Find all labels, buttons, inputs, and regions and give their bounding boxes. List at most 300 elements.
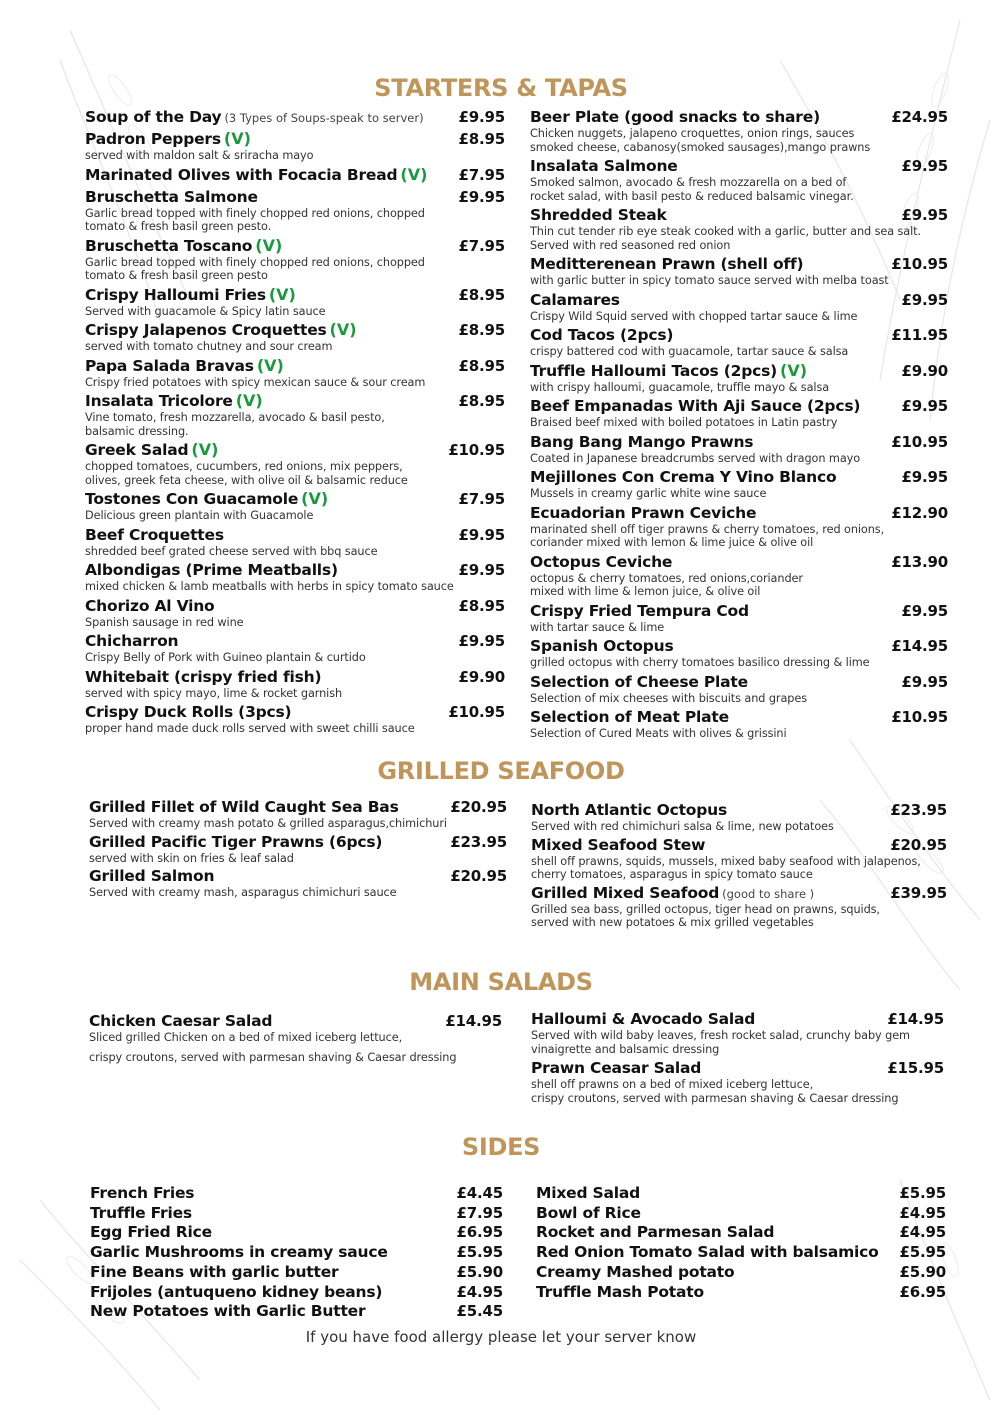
menu-item-title [89, 1011, 272, 1031]
menu-item-row [85, 285, 505, 305]
menu-item-title [530, 254, 803, 274]
menu-item-row [530, 205, 948, 225]
vegetarian-mark: (V) [301, 489, 329, 508]
dish-description: served with tomato chutney and sour cream [85, 340, 333, 353]
menu-item [531, 1058, 944, 1105]
dish-name: Grilled Pacific Tiger Prawns (6pcs) [89, 832, 383, 851]
menu-item-title [530, 503, 756, 523]
dish-description: grilled octopus with cherry tomatoes basilico dressing & lime [530, 656, 870, 669]
menu-item [530, 290, 948, 324]
dish-price: £20.95 [450, 798, 507, 816]
menu-item-row [85, 187, 505, 207]
dish-price: £7.95 [458, 490, 505, 508]
menu-item-row [531, 883, 947, 903]
grilled-right-column [531, 800, 947, 931]
sides-heading: SIDES [461, 1133, 541, 1161]
menu-item [85, 489, 505, 523]
dish-name: Shredded Steak [530, 206, 667, 224]
vegetarian-mark: (V) [191, 440, 219, 459]
menu-item-title [530, 672, 748, 692]
menu-item [531, 1009, 944, 1056]
dish-name: Calamares [530, 290, 620, 309]
menu-item [89, 797, 507, 831]
dish-name: Truffle Halloumi Tacos (2pcs) [530, 361, 778, 380]
dish-description: marinated shell off tiger prawns & cherry tomatoes, red onions, [530, 522, 885, 536]
menu-item-row [530, 601, 948, 621]
dish-price: £9.95 [458, 632, 505, 650]
dish-price: £8.95 [458, 321, 505, 339]
dish-price: £10.95 [891, 432, 948, 451]
dish-description: Chicken nuggets, jalapeno croquettes, onion rings, sauces [530, 127, 855, 140]
menu-item-title [530, 707, 729, 727]
menu-item-row [85, 489, 505, 509]
dish-description: Crispy Wild Squid served with chopped tartar sauce & lime [530, 309, 858, 323]
side-name: Mixed Salad [536, 1184, 641, 1202]
menu-item-row [530, 432, 948, 452]
menu-item [530, 636, 948, 670]
menu-item-row [530, 396, 948, 416]
menu-item [530, 552, 948, 599]
dish-description: Delicious green plantain with Guacamole [85, 509, 314, 522]
dish-description: Crispy Belly of Pork with Guineo plantain & curtido [85, 651, 366, 664]
dish-price: £12.90 [891, 503, 948, 522]
dish-price: £9.95 [901, 157, 948, 175]
dish-description: octopus & cherry tomatoes, red onions,coriander [530, 571, 803, 585]
dish-description: shell off prawns, squids, mussels, mixed baby seafood with jalapenos, [531, 854, 921, 868]
menu-item-row [530, 672, 948, 692]
side-price: £5.90 [456, 1262, 503, 1281]
menu-item [89, 832, 507, 866]
dish-name: Spanish Octopus [530, 637, 674, 655]
menu-item [85, 440, 505, 487]
menu-item-title [85, 165, 427, 185]
dish-price: £20.95 [890, 835, 947, 854]
dish-price: £8.95 [458, 596, 505, 615]
menu-item [530, 707, 948, 741]
menu-item-row [89, 866, 507, 886]
menu-item-row [85, 667, 505, 687]
dish-description: served with maldon salt & sriracha mayo [85, 149, 314, 162]
side-item [90, 1184, 503, 1204]
menu-item-row [531, 800, 947, 820]
dish-price: £15.95 [887, 1059, 944, 1077]
dish-description: Served with red chimichuri salsa & lime, new potatoes [531, 820, 834, 833]
dish-name: Halloumi & Avocado Salad [531, 1010, 756, 1028]
menu-item [89, 866, 507, 900]
main-salads-heading: MAIN SALADS [409, 968, 593, 996]
dish-price: £9.95 [458, 525, 505, 544]
dish-description: Sliced grilled Chicken on a bed of mixed iceberg lettuce, [89, 1031, 403, 1044]
menu-item [85, 560, 505, 594]
side-price: £6.95 [456, 1223, 503, 1242]
dish-description: Selection of mix cheeses with biscuits and grapes [530, 691, 807, 705]
dish-name: Greek Salad [85, 441, 189, 459]
dish-name: Ecuadorian Prawn Ceviche [530, 503, 757, 522]
menu-item-title [85, 236, 282, 256]
menu-item-title [85, 667, 321, 687]
side-name: Fine Beans with garlic butter [90, 1262, 339, 1281]
side-price: £5.45 [456, 1302, 503, 1321]
menu-item [85, 631, 505, 665]
side-item [90, 1302, 503, 1322]
dish-description: mixed chicken & lamb meatballs with herbs in spicy tomato sauce [85, 580, 454, 593]
salads-right-column [531, 1009, 944, 1107]
menu-item-row [531, 1058, 944, 1078]
dish-name: Selection of Meat Plate [530, 708, 729, 726]
menu-item [530, 361, 948, 395]
side-name: Garlic Mushrooms in creamy sauce [90, 1243, 388, 1262]
menu-item-title [85, 489, 328, 509]
menu-item-title [530, 205, 667, 225]
menu-item [530, 254, 948, 288]
menu-item-title [530, 601, 749, 621]
vegetarian-mark: (V) [256, 355, 284, 375]
menu-item [530, 205, 948, 252]
dish-price: £9.95 [901, 468, 948, 486]
menu-item-row [531, 1009, 944, 1029]
menu-item [530, 601, 948, 635]
dish-price: £10.95 [448, 703, 505, 721]
side-item [536, 1283, 946, 1303]
menu-item-title [89, 832, 382, 852]
salads-left-column [89, 1011, 502, 1064]
menu-item-row [85, 560, 505, 580]
side-name: New Potatoes with Garlic Butter [90, 1302, 366, 1321]
starters-left-column [85, 107, 505, 738]
dish-description: served with skin on fries & leaf salad [89, 851, 294, 865]
menu-item-row [530, 361, 948, 381]
menu-item-row [530, 467, 948, 487]
dish-name: Prawn Ceasar Salad [531, 1059, 702, 1077]
menu-item-title [89, 797, 399, 817]
grilled-seafood-heading: GRILLED SEAFOOD [377, 757, 625, 785]
dish-price: £7.95 [458, 165, 505, 184]
dish-price: £14.95 [891, 637, 948, 655]
side-price: £5.95 [899, 1184, 946, 1202]
dish-price: £9.95 [901, 206, 948, 224]
side-name: Frijoles (antuqueno kidney beans) [90, 1282, 383, 1301]
menu-item-row [85, 631, 505, 651]
menu-item-title [89, 866, 214, 886]
menu-item-row [530, 107, 948, 127]
dish-price: £9.95 [458, 561, 505, 579]
side-item [536, 1223, 946, 1243]
dish-price: £9.95 [458, 187, 505, 206]
menu-item [530, 467, 948, 501]
dish-name: Padron Peppers [85, 130, 221, 148]
menu-item-title [85, 702, 291, 722]
dish-price: £9.95 [901, 397, 948, 415]
vegetarian-mark: (V) [268, 284, 296, 304]
menu-item-title [530, 290, 620, 310]
menu-item [530, 672, 948, 706]
dish-price: £8.95 [458, 392, 505, 410]
menu-item-title [85, 596, 215, 616]
menu-item [85, 107, 505, 127]
menu-item-title [85, 440, 218, 460]
dish-description: Selection of Cured Meats with olives & grissini [530, 727, 787, 740]
vegetarian-mark: (V) [255, 235, 283, 255]
menu-item-title [85, 320, 357, 340]
side-price: £4.95 [456, 1282, 503, 1301]
menu-item-row [89, 797, 507, 817]
dish-description: with garlic butter in spicy tomato sauce served with melba toast [530, 274, 889, 287]
side-name: Creamy Mashed potato [536, 1262, 735, 1281]
dish-description: vinaigrette and balsamic dressing [531, 1042, 720, 1056]
dish-price: £7.95 [458, 236, 505, 255]
vegetarian-mark: (V) [235, 391, 263, 410]
dish-name: Grilled Fillet of Wild Caught Sea Bas [89, 798, 399, 816]
menu-item-row [85, 236, 505, 256]
dish-name: Whitebait (crispy fried fish) [85, 667, 322, 686]
menu-item-row [530, 503, 948, 523]
menu-item-title [85, 631, 178, 651]
dish-name: Bang Bang Mango Prawns [530, 432, 754, 451]
dish-price: £10.95 [891, 708, 948, 726]
side-name: Red Onion Tomato Salad with balsamico [536, 1243, 879, 1262]
dish-note: (good to share ) [722, 886, 815, 901]
menu-item-title [530, 396, 860, 416]
menu-item-row [530, 636, 948, 656]
side-price: £6.95 [899, 1282, 946, 1301]
menu-item-row [530, 325, 948, 345]
menu-item-row [89, 1011, 502, 1031]
dish-price: £20.95 [450, 867, 507, 885]
side-price: £4.95 [899, 1203, 946, 1222]
side-price: £4.45 [456, 1184, 503, 1202]
menu-item-row [530, 707, 948, 727]
dish-price: £9.90 [901, 361, 948, 380]
dish-price: £11.95 [891, 326, 948, 344]
menu-item [85, 236, 505, 283]
menu-item-title [85, 107, 424, 127]
dish-description: tomato & fresh basil green pesto [85, 269, 268, 282]
side-name: Egg Fried Rice [90, 1223, 212, 1242]
dish-price: £8.95 [458, 356, 505, 375]
side-price: £5.90 [899, 1262, 946, 1281]
menu-item-row [85, 525, 505, 545]
dish-price: £23.95 [450, 832, 507, 851]
menu-item-title [531, 800, 727, 820]
menu-item [85, 285, 505, 319]
menu-item [85, 320, 505, 354]
menu-item-title [531, 835, 705, 855]
dish-description: Garlic bread topped with finely chopped red onions, chopped [85, 206, 425, 220]
menu-item-title [85, 525, 224, 545]
menu-item-row [85, 391, 505, 411]
menu-item-title [531, 1058, 701, 1078]
side-item [90, 1204, 503, 1224]
dish-description: smoked cheese, cabanosy(smoked sausages),mango prawns [530, 140, 871, 154]
dish-description: crispy croutons, served with parmesan shaving & Caesar dressing [89, 1050, 457, 1064]
dish-description: served with new potatoes & mix grilled vegetables [531, 916, 814, 929]
dish-description: olives, greek feta cheese, with olive oil & balsamic reduce [85, 473, 408, 487]
dish-price: £9.95 [458, 108, 505, 126]
menu-item-title [530, 636, 674, 656]
menu-item-title [530, 156, 678, 176]
dish-price: £10.95 [448, 441, 505, 459]
dish-name: Marinated Olives with Focacia Bread [85, 165, 398, 184]
menu-item-row [89, 832, 507, 852]
dish-description: crispy croutons, served with parmesan shaving & Caesar dressing [531, 1091, 899, 1105]
side-item [536, 1263, 946, 1283]
dish-price: £10.95 [891, 255, 948, 273]
dish-description: with crispy halloumi, guacamole, truffle mayo & salsa [530, 380, 830, 394]
dish-name: Soup of the Day [85, 108, 222, 126]
side-name: Rocket and Parmesan Salad [536, 1223, 775, 1242]
side-name: French Fries [90, 1184, 195, 1202]
menu-item-row [85, 165, 505, 185]
dish-name: Octopus Ceviche [530, 552, 673, 571]
side-name: Truffle Fries [90, 1203, 192, 1222]
dish-price: £9.95 [901, 601, 948, 620]
dish-description: Served with guacamole & Spicy latin sauce [85, 304, 326, 318]
dish-name: North Atlantic Octopus [531, 801, 728, 819]
menu-item-row [85, 356, 505, 376]
dish-name: Chicken Caesar Salad [89, 1012, 273, 1030]
menu-item-row [85, 107, 505, 127]
allergy-note: If you have food allergy please let your server know [305, 1328, 697, 1346]
vegetarian-mark: (V) [223, 129, 251, 148]
side-item [90, 1263, 503, 1283]
dish-description: Served with creamy mash potato & grilled asparagus,chimichuri [89, 817, 447, 830]
dish-description: Smoked salmon, avocado & fresh mozzarella on a bed of [530, 176, 847, 189]
menu-item-title [530, 467, 836, 487]
dish-description: balsamic dressing. [85, 424, 189, 438]
dish-description: cherry tomatoes, asparagus in spicy tomato sauce [531, 868, 813, 881]
menu-item [530, 396, 948, 430]
side-price: £7.95 [456, 1203, 503, 1222]
dish-name: Mixed Seafood Stew [531, 835, 706, 854]
dish-description: chopped tomatoes, cucumbers, red onions, mix peppers, [85, 460, 403, 473]
menu-item-title [531, 1009, 755, 1029]
menu-item-title [530, 107, 820, 127]
dish-name: Tostones Con Guacamole [85, 490, 299, 508]
dish-name: Selection of Cheese Plate [530, 672, 748, 691]
dish-description: Spanish sausage in red wine [85, 615, 244, 629]
dish-name: Crispy Jalapenos Croquettes [85, 321, 327, 339]
dish-description: Vine tomato, fresh mozzarella, avocado & basil pesto, [85, 411, 385, 424]
dish-name: Beer Plate (good snacks to share) [530, 108, 820, 126]
menu-item-row [530, 156, 948, 176]
sides-right-column [536, 1184, 946, 1302]
dish-description: Garlic bread topped with finely chopped red onions, chopped [85, 255, 425, 269]
menu-item-title [530, 361, 807, 381]
dish-description: served with spicy mayo, lime & rocket garnish [85, 686, 343, 700]
dish-name: Bruschetta Salmone [85, 187, 258, 206]
menu-item [531, 835, 947, 882]
menu-item [89, 1011, 502, 1064]
dish-description: Mussels in creamy garlic white wine sauce [530, 487, 767, 500]
side-item [536, 1204, 946, 1224]
dish-name: Papa Salada Bravas [85, 356, 254, 375]
menu-item-row [530, 290, 948, 310]
dish-description: shredded beef grated cheese served with bbq sauce [85, 544, 378, 558]
menu-item [530, 503, 948, 550]
menu-item [530, 107, 948, 154]
menu-item-row [85, 320, 505, 340]
dish-name: Beef Empanadas With Aji Sauce (2pcs) [530, 397, 861, 415]
dish-name: Cod Tacos (2pcs) [530, 326, 674, 344]
dish-name: Grilled Salmon [89, 867, 215, 885]
menu-item-row [85, 702, 505, 722]
dish-name: Insalata Tricolore [85, 392, 233, 410]
side-item [90, 1283, 503, 1303]
menu-item-title [85, 356, 284, 376]
side-price: £5.95 [899, 1243, 946, 1262]
menu-item-title [531, 883, 814, 903]
dish-description: with tartar sauce & lime [530, 620, 665, 634]
dish-description: tomato & fresh basil green pesto. [85, 220, 272, 233]
dish-price: £14.95 [887, 1010, 944, 1028]
dish-price: £9.90 [458, 667, 505, 686]
menu-item [531, 800, 947, 834]
menu-item [85, 702, 505, 736]
dish-name: Albondigas (Prime Meatballs) [85, 561, 338, 579]
menu-item-row [531, 835, 947, 855]
dish-description: proper hand made duck rolls served with sweet chilli sauce [85, 722, 415, 735]
menu-item [85, 165, 505, 185]
vegetarian-mark: (V) [780, 360, 808, 380]
dish-price: £23.95 [890, 801, 947, 819]
menu-item-title [530, 552, 672, 572]
dish-description: mixed with lime & lemon juice, & olive oil [530, 585, 761, 598]
dish-price: £8.95 [458, 130, 505, 148]
side-price: £4.95 [899, 1223, 946, 1242]
side-name: Bowl of Rice [536, 1203, 641, 1222]
vegetarian-mark: (V) [329, 320, 357, 339]
dish-name: Crispy Halloumi Fries [85, 285, 266, 304]
dish-name: Meditterenean Prawn (shell off) [530, 255, 804, 273]
starters-right-column [530, 107, 948, 743]
dish-price: £24.95 [891, 108, 948, 126]
side-item [536, 1243, 946, 1263]
side-item [536, 1184, 946, 1204]
menu-item [85, 391, 505, 438]
dish-name: Crispy Fried Tempura Cod [530, 601, 749, 620]
dish-name: Mejillones Con Crema Y Vino Blanco [530, 468, 837, 486]
menu-item [85, 596, 505, 630]
dish-description: Coated in Japanese breadcrumbs served with dragon mayo [530, 451, 861, 465]
menu-item [85, 129, 505, 163]
menu-item-title [85, 560, 338, 580]
menu-item-row [85, 129, 505, 149]
dish-description: Braised beef mixed with boiled potatoes in Latin pastry [530, 416, 838, 429]
dish-name: Chicharron [85, 632, 179, 650]
dish-name: Chorizo Al Vino [85, 596, 215, 615]
menu-item-title [85, 391, 263, 411]
side-price: £5.95 [456, 1243, 503, 1262]
dish-price: £39.95 [890, 883, 947, 902]
dish-description: Grilled sea bass, grilled octopus, tiger head on prawns, squids, [531, 902, 880, 916]
dish-description: Served with creamy mash, asparagus chimichuri sauce [89, 886, 397, 899]
menu-item-title [85, 129, 251, 149]
dish-name: Bruschetta Toscano [85, 236, 253, 255]
menu-item [85, 187, 505, 234]
menu-item-row [85, 440, 505, 460]
dish-name: Insalata Salmone [530, 157, 678, 175]
menu-item [85, 356, 505, 390]
dish-description: Crispy fried potatoes with spicy mexican sauce & sour cream [85, 375, 426, 389]
dish-note: (3 Types of Soups-speak to server) [224, 111, 424, 125]
grilled-left-column [89, 797, 507, 901]
menu-item-title [530, 432, 753, 452]
dish-price: £8.95 [458, 285, 505, 304]
dish-name: Grilled Mixed Seafood [531, 883, 720, 902]
dish-description: rocket salad, with basil pesto & reduced balsamic vinegar. [530, 189, 854, 203]
menu-item-row [85, 596, 505, 616]
dish-description: coriander mixed with lemon & lime juice & olive oil [530, 536, 814, 549]
